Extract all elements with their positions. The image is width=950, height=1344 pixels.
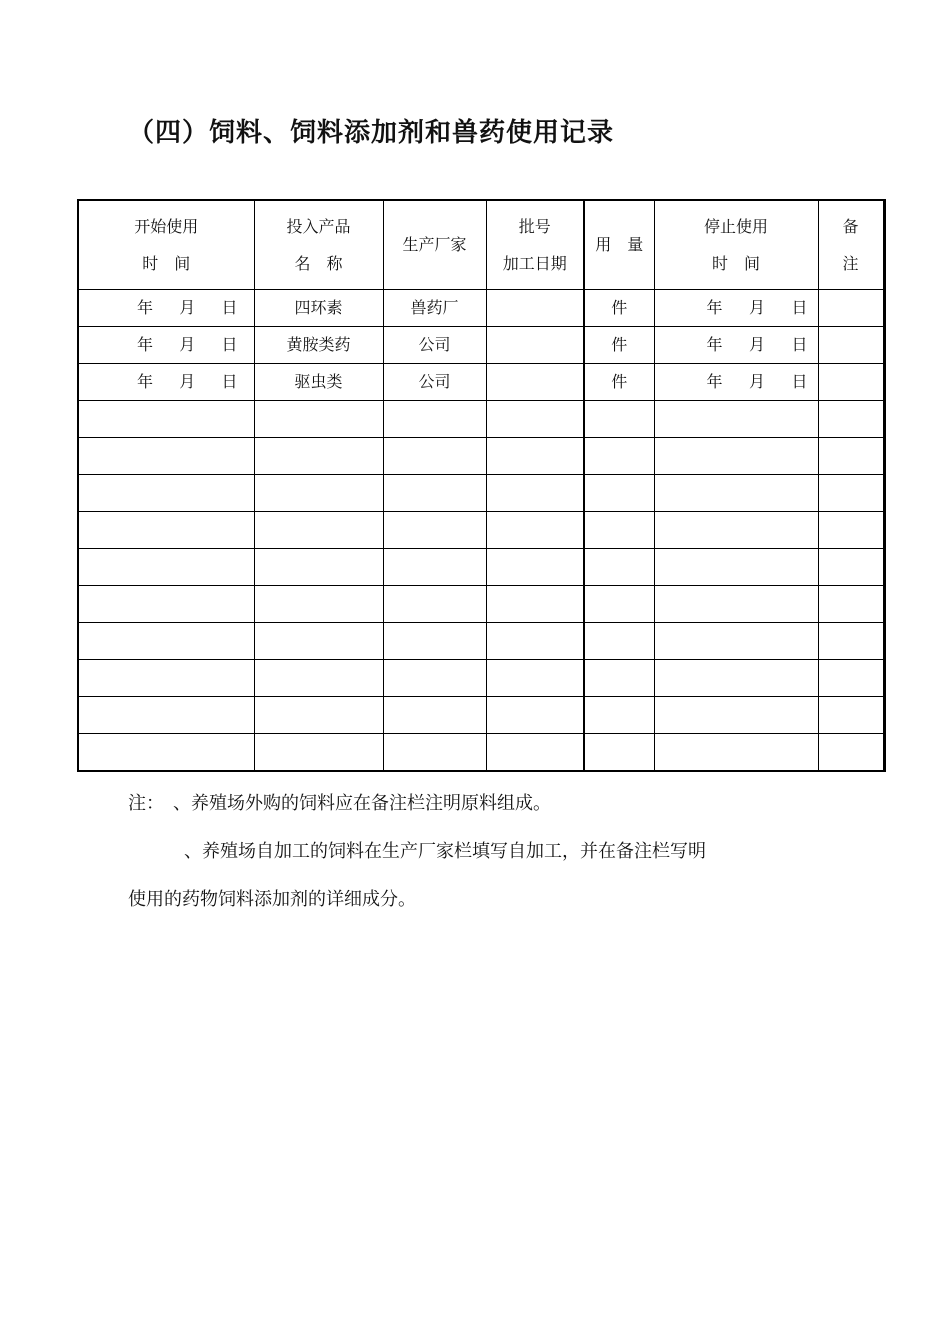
- start-date: [79, 298, 254, 318]
- empty-cell: [584, 697, 654, 734]
- empty-cell: [654, 438, 818, 475]
- empty-cell: [254, 438, 383, 475]
- empty-cell: [584, 438, 654, 475]
- empty-cell: [254, 475, 383, 512]
- empty-cell: [584, 475, 654, 512]
- empty-cell: [254, 512, 383, 549]
- empty-cell: [818, 475, 884, 512]
- start-date-part: 日: [221, 298, 238, 317]
- empty-row: [78, 549, 884, 586]
- empty-cell: [78, 660, 254, 697]
- stop-date-cell: [654, 327, 818, 364]
- empty-cell: [584, 401, 654, 438]
- stop-date-part: 日: [791, 298, 808, 317]
- maker-cell: 公司: [383, 364, 486, 401]
- empty-cell: [818, 734, 884, 772]
- empty-cell: [584, 586, 654, 623]
- maker-cell: 兽药厂: [383, 290, 486, 327]
- stop-date-part: 日: [791, 372, 808, 391]
- stop-date-part: 日: [791, 335, 808, 354]
- empty-cell: [78, 512, 254, 549]
- start-date-cell: [78, 290, 254, 327]
- empty-cell: [383, 549, 486, 586]
- empty-cell: [383, 734, 486, 772]
- empty-cell: [818, 438, 884, 475]
- stop-date-part: 月: [748, 298, 765, 317]
- empty-cell: [486, 438, 584, 475]
- empty-cell: [486, 401, 584, 438]
- empty-cell: [584, 660, 654, 697]
- empty-cell: [78, 586, 254, 623]
- note-line-1: 注： 、养殖场外购的饲料应在备注栏注明原料组成。: [128, 793, 551, 814]
- dosage-cell: 件: [584, 327, 654, 364]
- header-batch: 批号 加工日期: [486, 200, 584, 290]
- empty-cell: [254, 586, 383, 623]
- empty-cell: [383, 438, 486, 475]
- start-date-part: 年: [137, 335, 154, 354]
- header-dosage: 用 量: [584, 200, 654, 290]
- empty-cell: [383, 512, 486, 549]
- empty-cell: [78, 734, 254, 772]
- empty-cell: [818, 660, 884, 697]
- empty-cell: [654, 549, 818, 586]
- header-product-name: 投入产品 名 称: [254, 200, 383, 290]
- empty-cell: [818, 586, 884, 623]
- start-date-cell: [78, 327, 254, 364]
- empty-cell: [654, 697, 818, 734]
- product-cell: 四环素: [254, 290, 383, 327]
- empty-cell: [78, 697, 254, 734]
- empty-row: [78, 734, 884, 772]
- start-date-part: 日: [221, 372, 238, 391]
- empty-cell: [818, 549, 884, 586]
- start-date-part: 年: [137, 372, 154, 391]
- stop-date: [655, 298, 818, 318]
- maker-cell: 公司: [383, 327, 486, 364]
- empty-cell: [584, 549, 654, 586]
- start-date-part: 月: [179, 335, 196, 354]
- product-cell: 黄胺类药: [254, 327, 383, 364]
- usage-record-table: [77, 199, 886, 772]
- empty-row: [78, 438, 884, 475]
- table-row: [78, 290, 884, 327]
- empty-cell: [654, 401, 818, 438]
- remark-cell: [818, 327, 884, 364]
- note-line-2: 、养殖场自加工的饲料在生产厂家栏填写自加工，并在备注栏写明: [184, 841, 706, 862]
- empty-cell: [818, 697, 884, 734]
- empty-cell: [254, 660, 383, 697]
- empty-row: [78, 512, 884, 549]
- start-date-part: 年: [137, 298, 154, 317]
- empty-cell: [383, 586, 486, 623]
- empty-cell: [254, 623, 383, 660]
- empty-cell: [654, 623, 818, 660]
- header-start-time: 开始使用 时 间: [78, 200, 254, 290]
- page-title: （四）饲料、饲料添加剂和兽药使用记录: [128, 118, 615, 148]
- stop-date-part: 年: [706, 298, 723, 317]
- empty-cell: [383, 401, 486, 438]
- empty-cell: [486, 586, 584, 623]
- empty-cell: [254, 401, 383, 438]
- empty-cell: [78, 475, 254, 512]
- empty-cell: [383, 660, 486, 697]
- empty-cell: [584, 734, 654, 772]
- empty-cell: [486, 697, 584, 734]
- empty-cell: [654, 475, 818, 512]
- header-manufacturer: 生产厂家: [383, 200, 486, 290]
- stop-date-cell: [654, 290, 818, 327]
- header-remark: 备 注: [818, 200, 884, 290]
- batch-cell: [486, 290, 584, 327]
- table-header-row: [78, 200, 884, 290]
- dosage-cell: 件: [584, 290, 654, 327]
- empty-cell: [486, 549, 584, 586]
- remark-cell: [818, 290, 884, 327]
- stop-date-part: 月: [748, 335, 765, 354]
- empty-cell: [486, 475, 584, 512]
- empty-cell: [584, 512, 654, 549]
- empty-cell: [383, 475, 486, 512]
- empty-row: [78, 475, 884, 512]
- stop-date: [655, 335, 818, 355]
- empty-row: [78, 401, 884, 438]
- start-date: [79, 335, 254, 355]
- empty-cell: [654, 512, 818, 549]
- empty-cell: [818, 512, 884, 549]
- start-date-part: 日: [221, 335, 238, 354]
- start-date-part: 月: [179, 372, 196, 391]
- note-line-3: 使用的药物饲料添加剂的详细成分。: [128, 889, 416, 910]
- start-date-part: 月: [179, 298, 196, 317]
- empty-cell: [654, 660, 818, 697]
- empty-cell: [78, 623, 254, 660]
- empty-cell: [254, 549, 383, 586]
- product-cell: 驱虫类: [254, 364, 383, 401]
- start-date-cell: [78, 364, 254, 401]
- empty-cell: [818, 401, 884, 438]
- empty-cell: [486, 660, 584, 697]
- header-stop-time: 停止使用 时 间: [654, 200, 818, 290]
- empty-cell: [584, 623, 654, 660]
- batch-cell: [486, 327, 584, 364]
- notes-section: [128, 780, 848, 924]
- stop-date: [655, 372, 818, 392]
- stop-date-part: 月: [748, 372, 765, 391]
- empty-row: [78, 586, 884, 623]
- stop-date-cell: [654, 364, 818, 401]
- empty-cell: [78, 549, 254, 586]
- empty-cell: [654, 734, 818, 772]
- batch-cell: [486, 364, 584, 401]
- start-date: [79, 372, 254, 392]
- empty-row: [78, 660, 884, 697]
- dosage-cell: 件: [584, 364, 654, 401]
- empty-cell: [254, 697, 383, 734]
- empty-cell: [78, 438, 254, 475]
- empty-cell: [78, 401, 254, 438]
- empty-cell: [486, 734, 584, 772]
- empty-row: [78, 697, 884, 734]
- empty-cell: [818, 623, 884, 660]
- empty-cell: [383, 697, 486, 734]
- empty-cell: [486, 623, 584, 660]
- remark-cell: [818, 364, 884, 401]
- empty-cell: [383, 623, 486, 660]
- empty-cell: [254, 734, 383, 772]
- table-row: [78, 327, 884, 364]
- empty-row: [78, 623, 884, 660]
- empty-cell: [654, 586, 818, 623]
- empty-cell: [486, 512, 584, 549]
- table-row: [78, 364, 884, 401]
- stop-date-part: 年: [706, 372, 723, 391]
- stop-date-part: 年: [706, 335, 723, 354]
